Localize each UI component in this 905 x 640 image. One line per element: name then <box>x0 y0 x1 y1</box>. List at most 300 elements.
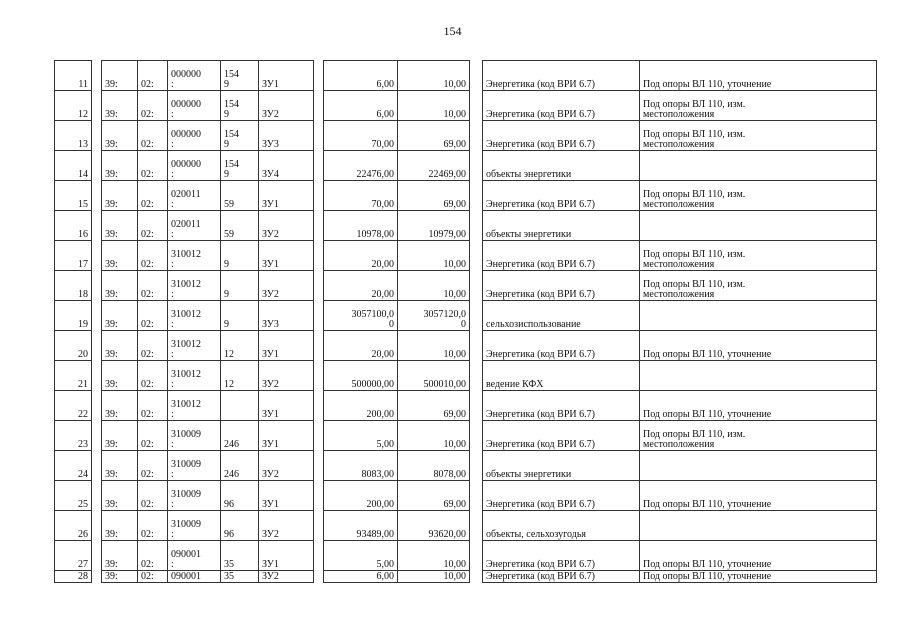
row-number-cell: 15 <box>55 181 92 211</box>
area-before-cell-line: 0 <box>389 319 394 330</box>
area-before-cell <box>324 571 398 583</box>
area-after-cell-line: 69,00 <box>443 499 466 510</box>
area-after-cell-line: 10,00 <box>443 259 466 270</box>
area-after-cell-line: 10,00 <box>443 559 466 570</box>
district-code-cell: 02: <box>138 331 168 361</box>
column-gap <box>314 511 324 541</box>
region-code-cell: 39: <box>102 91 138 121</box>
row-number-cell: 17 <box>55 241 92 271</box>
note-cell <box>640 301 877 331</box>
row-number-cell: 13 <box>55 121 92 151</box>
quarter-code-cell-line: 000000 <box>171 159 201 170</box>
note-cell-line: Под опоры ВЛ 110, уточнение <box>643 79 772 90</box>
quarter-code-cell <box>168 301 221 331</box>
note-cell-line: местоположения <box>643 259 715 270</box>
area-after-cell <box>398 151 470 181</box>
column-gap <box>92 571 102 583</box>
zu-label-cell: ЗУ2 <box>259 451 314 481</box>
plot-number-cell <box>221 361 259 391</box>
area-after-cell-line: 10,00 <box>443 79 466 90</box>
purpose-cell: Энергетика (код ВРИ 6.7) <box>483 121 640 151</box>
district-code-cell: 02: <box>138 391 168 421</box>
quarter-code-cell-line: : <box>171 439 174 450</box>
purpose-cell: Энергетика (код ВРИ 6.7) <box>483 541 640 571</box>
area-before-cell <box>324 91 398 121</box>
area-after-cell <box>398 571 470 583</box>
note-cell-line: местоположения <box>643 139 715 150</box>
note-cell-line: Под опоры ВЛ 110, изм. <box>643 189 746 200</box>
zu-label-cell: ЗУ2 <box>259 571 314 583</box>
district-code-cell: 02: <box>138 181 168 211</box>
area-before-cell-line: 10978,00 <box>356 229 394 240</box>
plot-number-cell-line: 9 <box>224 109 229 120</box>
zu-label-cell: ЗУ1 <box>259 391 314 421</box>
table-row <box>55 91 877 121</box>
note-cell-line: Под опоры ВЛ 110, уточнение <box>643 499 772 510</box>
table-row <box>55 181 877 211</box>
district-code-cell: 02: <box>138 151 168 181</box>
plot-number-cell <box>221 211 259 241</box>
region-code-cell: 39: <box>102 301 138 331</box>
area-after-cell-line: 10,00 <box>443 109 466 120</box>
area-before-cell-line: 20,00 <box>371 289 394 300</box>
plot-number-cell-line: 12 <box>224 379 234 390</box>
zu-label-cell: ЗУ1 <box>259 331 314 361</box>
area-after-cell-line: 8078,00 <box>433 469 466 480</box>
zu-label-cell: ЗУ3 <box>259 301 314 331</box>
quarter-code-cell-line: : <box>171 529 174 540</box>
column-gap <box>470 361 483 391</box>
note-cell <box>640 451 877 481</box>
plot-number-cell-line: 9 <box>224 319 229 330</box>
note-cell <box>640 241 877 271</box>
area-after-cell <box>398 541 470 571</box>
zu-label-cell: ЗУ1 <box>259 181 314 211</box>
row-number-cell: 16 <box>55 211 92 241</box>
region-code-cell: 39: <box>102 331 138 361</box>
zu-label-cell: ЗУ1 <box>259 481 314 511</box>
column-gap <box>314 91 324 121</box>
quarter-code-cell-line: 310012 <box>171 369 201 380</box>
note-cell-line: местоположения <box>643 439 715 450</box>
table-row <box>55 301 877 331</box>
note-cell <box>640 571 877 583</box>
column-gap <box>314 121 324 151</box>
quarter-code-cell <box>168 61 221 91</box>
plot-number-cell <box>221 331 259 361</box>
plot-number-cell-line: 246 <box>224 439 239 450</box>
note-cell <box>640 181 877 211</box>
column-gap <box>470 121 483 151</box>
area-after-cell <box>398 391 470 421</box>
column-gap <box>314 151 324 181</box>
row-number-cell: 28 <box>55 571 92 583</box>
area-after-cell-line: 10,00 <box>443 439 466 450</box>
row-number-cell: 24 <box>55 451 92 481</box>
plot-number-cell <box>221 541 259 571</box>
purpose-cell: Энергетика (код ВРИ 6.7) <box>483 481 640 511</box>
purpose-cell: объекты энергетики <box>483 211 640 241</box>
table-row <box>55 61 877 91</box>
zu-label-cell: ЗУ2 <box>259 271 314 301</box>
area-after-cell-line: 22469,00 <box>428 169 466 180</box>
column-gap <box>92 271 102 301</box>
column-gap <box>92 91 102 121</box>
purpose-cell: Энергетика (код ВРИ 6.7) <box>483 271 640 301</box>
zu-label-cell: ЗУ3 <box>259 121 314 151</box>
area-before-cell <box>324 61 398 91</box>
quarter-code-cell-line: : <box>171 79 174 90</box>
quarter-code-cell <box>168 151 221 181</box>
table-row <box>55 361 877 391</box>
area-before-cell-line: 200,00 <box>366 409 394 420</box>
district-code-cell: 02: <box>138 451 168 481</box>
note-cell-line: Под опоры ВЛ 110, уточнение <box>643 349 772 360</box>
column-gap <box>470 151 483 181</box>
table-row <box>55 151 877 181</box>
area-after-cell <box>398 241 470 271</box>
column-gap <box>470 451 483 481</box>
quarter-code-cell-line: 020011 <box>171 219 201 230</box>
column-gap <box>314 61 324 91</box>
district-code-cell: 02: <box>138 241 168 271</box>
quarter-code-cell <box>168 451 221 481</box>
row-number-cell: 14 <box>55 151 92 181</box>
plot-number-cell <box>221 91 259 121</box>
plot-number-cell-line: 96 <box>224 499 234 510</box>
quarter-code-cell <box>168 481 221 511</box>
purpose-cell: Энергетика (код ВРИ 6.7) <box>483 331 640 361</box>
column-gap <box>92 241 102 271</box>
region-code-cell: 39: <box>102 421 138 451</box>
note-cell-line: Под опоры ВЛ 110, изм. <box>643 249 746 260</box>
quarter-code-cell-line: 310009 <box>171 489 201 500</box>
area-before-cell-line: 3057100,0 <box>351 309 394 320</box>
column-gap <box>470 241 483 271</box>
plot-number-cell-line: 154 <box>224 129 239 140</box>
table-row <box>55 271 877 301</box>
area-before-cell-line: 70,00 <box>371 199 394 210</box>
area-before-cell <box>324 271 398 301</box>
plot-number-cell-line: 59 <box>224 229 234 240</box>
note-cell <box>640 91 877 121</box>
region-code-cell: 39: <box>102 511 138 541</box>
table-row <box>55 391 877 421</box>
plot-number-cell <box>221 571 259 583</box>
column-gap <box>314 301 324 331</box>
area-after-cell <box>398 451 470 481</box>
note-cell <box>640 541 877 571</box>
area-after-cell-line: 69,00 <box>443 199 466 210</box>
quarter-code-cell <box>168 211 221 241</box>
purpose-cell: объекты энергетики <box>483 451 640 481</box>
region-code-cell: 39: <box>102 211 138 241</box>
column-gap <box>92 61 102 91</box>
table-row <box>55 331 877 361</box>
purpose-cell: Энергетика (код ВРИ 6.7) <box>483 61 640 91</box>
zu-label-cell: ЗУ4 <box>259 151 314 181</box>
quarter-code-cell-line: 310012 <box>171 309 201 320</box>
quarter-code-cell-line: : <box>171 229 174 240</box>
row-number-cell: 22 <box>55 391 92 421</box>
table-row <box>55 421 877 451</box>
region-code-cell: 39: <box>102 61 138 91</box>
note-cell-line: Под опоры ВЛ 110, изм. <box>643 429 746 440</box>
column-gap <box>314 241 324 271</box>
quarter-code-cell-line: 000000 <box>171 129 201 140</box>
column-gap <box>314 481 324 511</box>
area-after-cell <box>398 181 470 211</box>
note-cell-line: Под опоры ВЛ 110, изм. <box>643 279 746 290</box>
area-after-cell <box>398 211 470 241</box>
purpose-cell: объекты, сельхозугодья <box>483 511 640 541</box>
column-gap <box>470 391 483 421</box>
plot-number-cell <box>221 511 259 541</box>
quarter-code-cell-line: : <box>171 169 174 180</box>
area-after-cell <box>398 121 470 151</box>
zu-label-cell: ЗУ1 <box>259 541 314 571</box>
column-gap <box>470 211 483 241</box>
column-gap <box>470 61 483 91</box>
purpose-cell: Энергетика (код ВРИ 6.7) <box>483 91 640 121</box>
plot-number-cell <box>221 61 259 91</box>
plot-number-cell-line: 35 <box>224 571 234 582</box>
quarter-code-cell-line: : <box>171 259 174 270</box>
plot-number-cell-line: 9 <box>224 289 229 300</box>
column-gap <box>470 541 483 571</box>
area-before-cell-line: 5,00 <box>376 439 394 450</box>
plot-number-cell-line: 154 <box>224 99 239 110</box>
region-code-cell: 39: <box>102 121 138 151</box>
row-number-cell: 26 <box>55 511 92 541</box>
purpose-cell: Энергетика (код ВРИ 6.7) <box>483 421 640 451</box>
plot-number-cell-line: 9 <box>224 139 229 150</box>
quarter-code-cell-line: : <box>171 469 174 480</box>
area-before-cell <box>324 541 398 571</box>
plot-number-cell <box>221 271 259 301</box>
plot-number-cell-line: 9 <box>224 79 229 90</box>
quarter-code-cell <box>168 241 221 271</box>
area-after-cell <box>398 421 470 451</box>
quarter-code-cell <box>168 121 221 151</box>
column-gap <box>470 181 483 211</box>
quarter-code-cell-line: : <box>171 379 174 390</box>
plot-number-cell <box>221 481 259 511</box>
quarter-code-cell-line: : <box>171 109 174 120</box>
row-number-cell: 12 <box>55 91 92 121</box>
column-gap <box>92 331 102 361</box>
plot-number-cell <box>221 301 259 331</box>
row-number-cell: 25 <box>55 481 92 511</box>
column-gap <box>470 271 483 301</box>
note-cell <box>640 361 877 391</box>
column-gap <box>92 541 102 571</box>
column-gap <box>314 391 324 421</box>
quarter-code-cell-line: : <box>171 559 174 570</box>
district-code-cell: 02: <box>138 481 168 511</box>
plot-number-cell <box>221 391 259 421</box>
note-cell <box>640 391 877 421</box>
plot-number-cell <box>221 151 259 181</box>
area-after-cell-line: 10,00 <box>443 349 466 360</box>
quarter-code-cell <box>168 181 221 211</box>
row-number-cell: 27 <box>55 541 92 571</box>
note-cell-line: Под опоры ВЛ 110, уточнение <box>643 409 772 420</box>
plot-number-cell <box>221 181 259 211</box>
quarter-code-cell-line: : <box>171 349 174 360</box>
area-after-cell-line: 500010,00 <box>423 379 466 390</box>
note-cell-line: местоположения <box>643 109 715 120</box>
column-gap <box>470 511 483 541</box>
quarter-code-cell-line: 310012 <box>171 399 201 410</box>
column-gap <box>470 91 483 121</box>
quarter-code-cell-line: 310012 <box>171 339 201 350</box>
area-after-cell-line: 0 <box>461 319 466 330</box>
note-cell <box>640 211 877 241</box>
district-code-cell: 02: <box>138 571 168 583</box>
column-gap <box>314 331 324 361</box>
plot-number-cell <box>221 241 259 271</box>
column-gap <box>92 421 102 451</box>
area-before-cell <box>324 211 398 241</box>
note-cell <box>640 481 877 511</box>
column-gap <box>314 181 324 211</box>
column-gap <box>92 481 102 511</box>
column-gap <box>92 181 102 211</box>
table-row <box>55 211 877 241</box>
zu-label-cell: ЗУ1 <box>259 421 314 451</box>
region-code-cell: 39: <box>102 481 138 511</box>
quarter-code-cell <box>168 421 221 451</box>
table-row <box>55 541 877 571</box>
note-cell-line: местоположения <box>643 289 715 300</box>
column-gap <box>92 361 102 391</box>
quarter-code-cell-line: : <box>171 409 174 420</box>
area-before-cell <box>324 481 398 511</box>
quarter-code-cell <box>168 511 221 541</box>
region-code-cell: 39: <box>102 451 138 481</box>
note-cell-line: местоположения <box>643 199 715 210</box>
quarter-code-cell <box>168 331 221 361</box>
purpose-cell: Энергетика (код ВРИ 6.7) <box>483 571 640 583</box>
table-body <box>55 61 877 583</box>
area-before-cell <box>324 151 398 181</box>
plot-number-cell-line: 12 <box>224 349 234 360</box>
quarter-code-cell <box>168 271 221 301</box>
area-before-cell-line: 20,00 <box>371 259 394 270</box>
note-cell <box>640 421 877 451</box>
column-gap <box>470 481 483 511</box>
district-code-cell: 02: <box>138 511 168 541</box>
area-after-cell <box>398 331 470 361</box>
area-after-cell <box>398 271 470 301</box>
quarter-code-cell <box>168 361 221 391</box>
plot-number-cell-line: 9 <box>224 259 229 270</box>
land-plot-table <box>54 60 877 583</box>
region-code-cell: 39: <box>102 271 138 301</box>
purpose-cell: сельхозиспользование <box>483 301 640 331</box>
plot-number-cell-line: 96 <box>224 529 234 540</box>
area-before-cell <box>324 301 398 331</box>
column-gap <box>470 421 483 451</box>
zu-label-cell: ЗУ2 <box>259 91 314 121</box>
note-cell <box>640 271 877 301</box>
note-cell-line: Под опоры ВЛ 110, изм. <box>643 129 746 140</box>
column-gap <box>470 301 483 331</box>
area-after-cell <box>398 361 470 391</box>
column-gap <box>470 571 483 583</box>
area-before-cell <box>324 421 398 451</box>
area-before-cell-line: 6,00 <box>376 571 394 582</box>
area-before-cell-line: 5,00 <box>376 559 394 570</box>
quarter-code-cell-line: 310009 <box>171 459 201 470</box>
area-after-cell <box>398 481 470 511</box>
area-before-cell <box>324 451 398 481</box>
note-cell-line: Под опоры ВЛ 110, уточнение <box>643 571 772 582</box>
plot-number-cell-line: 154 <box>224 69 239 80</box>
quarter-code-cell-line: 310009 <box>171 519 201 530</box>
plot-number-cell <box>221 421 259 451</box>
note-cell <box>640 121 877 151</box>
district-code-cell: 02: <box>138 421 168 451</box>
quarter-code-cell <box>168 541 221 571</box>
area-before-cell-line: 200,00 <box>366 499 394 510</box>
row-number-cell: 19 <box>55 301 92 331</box>
column-gap <box>92 151 102 181</box>
area-before-cell-line: 93489,00 <box>356 529 394 540</box>
area-before-cell-line: 500000,00 <box>351 379 394 390</box>
area-before-cell <box>324 181 398 211</box>
column-gap <box>92 121 102 151</box>
column-gap <box>92 391 102 421</box>
column-gap <box>314 361 324 391</box>
area-after-cell <box>398 511 470 541</box>
quarter-code-cell-line: 020011 <box>171 189 201 200</box>
district-code-cell: 02: <box>138 121 168 151</box>
area-before-cell-line: 6,00 <box>376 109 394 120</box>
area-after-cell-line: 10,00 <box>443 289 466 300</box>
quarter-code-cell-line: 000000 <box>171 69 201 80</box>
quarter-code-cell-line: 310012 <box>171 249 201 260</box>
area-after-cell <box>398 91 470 121</box>
zu-label-cell: ЗУ2 <box>259 211 314 241</box>
quarter-code-cell-line: 090001 <box>171 571 201 582</box>
column-gap <box>314 271 324 301</box>
district-code-cell: 02: <box>138 61 168 91</box>
row-number-cell: 11 <box>55 61 92 91</box>
area-before-cell <box>324 511 398 541</box>
district-code-cell: 02: <box>138 271 168 301</box>
region-code-cell: 39: <box>102 151 138 181</box>
table-row <box>55 481 877 511</box>
table-row <box>55 571 877 583</box>
area-before-cell-line: 20,00 <box>371 349 394 360</box>
area-after-cell-line: 69,00 <box>443 409 466 420</box>
region-code-cell: 39: <box>102 241 138 271</box>
zu-label-cell: ЗУ1 <box>259 241 314 271</box>
plot-number-cell-line: 9 <box>224 169 229 180</box>
quarter-code-cell <box>168 391 221 421</box>
quarter-code-cell-line: : <box>171 319 174 330</box>
column-gap <box>314 571 324 583</box>
area-before-cell <box>324 331 398 361</box>
quarter-code-cell-line: : <box>171 139 174 150</box>
district-code-cell: 02: <box>138 541 168 571</box>
area-after-cell-line: 93620,00 <box>428 529 466 540</box>
column-gap <box>92 211 102 241</box>
area-before-cell-line: 70,00 <box>371 139 394 150</box>
area-after-cell <box>398 301 470 331</box>
